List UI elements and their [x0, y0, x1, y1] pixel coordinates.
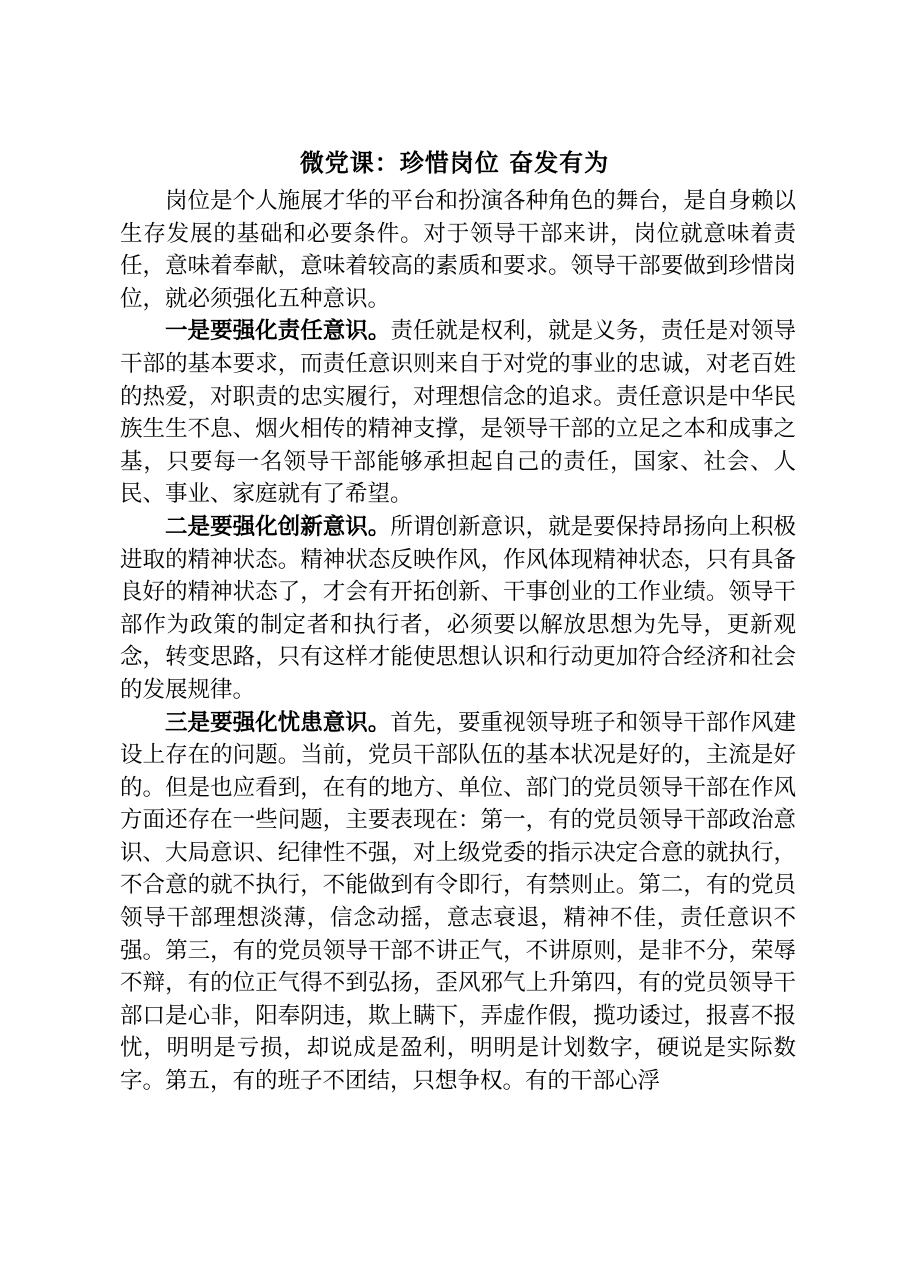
section-text-innovation: 所谓创新意识，就是要保持昂扬向上积极进取的精神状态。精神状态反映作风，作风体现精神状态，只有具备良好的精神状态了，才会有开拓创新、干事创业的工作业绩。领导干部作为政策的制定者和执行者，必须要以解放思想为先导，更新观念，转变思路，只有这样才能使思想认识和行动更加符合经济和社会的发展规律。 [120, 513, 796, 703]
document-title: 微党课：珍惜岗位 奋发有为 [299, 148, 610, 177]
intro-paragraph: 岗位是个人施展才华的平台和扮演各种角色的舞台，是自身赖以生存发展的基础和必要条件。对于领导干部来讲，岗位就意味着责任，意味着奉献，意味着较高的素质和要求。领导干部要做到珍惜岗位，就必须强化五种意识。 [120, 188, 796, 312]
section-paragraph-innovation [120, 511, 796, 707]
section-paragraph-responsibility [120, 315, 796, 511]
section-heading-responsibility: 一是要强化责任意识。 [165, 318, 391, 345]
section-text-concern: 首先，要重视领导班子和领导干部作风建设上存在的问题。当前，党员干部队伍的基本状况是好的，主流是好的。但是也应看到，在有的地方、单位、部门的党员领导干部在作风方面还存在一些问题，主要表现在：第一，有的党员领导干部政治意识、大局意识、纪律性不强，对上级党委的指示决定合意的就执行，不合意的就不执行，不能做到有令即行，有禁则止。第二，有的党员领导干部理想淡薄，信念动摇，意志衰退，精神不佳，责任意识不强。第三，有的党员领导干部不讲正气，不讲原则，是非不分，荣辱不辩，有的位正气得不到弘扬，歪风邪气上升第四，有的党员领导干部口是心非，阳奉阴违，欺上瞒下，弄虚作假，揽功诿过，报喜不报忧，明明是亏损，却说成是盈利，明明是计划数字，硬说是实际数字。第五，有的班子不团结，只想争权。有的干部心浮 [120, 709, 796, 1095]
section-heading-concern: 三是要强化忧患意识。 [165, 709, 391, 736]
section-heading-innovation: 二是要强化创新意识。 [165, 513, 391, 540]
section-text-responsibility: 责任就是权利，就是义务，责任是对领导干部的基本要求，而责任意识则来自于对党的事业的忠诚，对老百姓的热爱，对职责的忠实履行，对理想信念的追求。责任意识是中华民族生生不息、烟火相传的精神支撑，是领导干部的立足之本和成事之基，只要每一名领导干部能够承担起自己的责任，国家、社会、人民、事业、家庭就有了希望。 [120, 318, 796, 508]
document-body [120, 185, 796, 1098]
section-paragraph-concern [120, 707, 796, 1098]
